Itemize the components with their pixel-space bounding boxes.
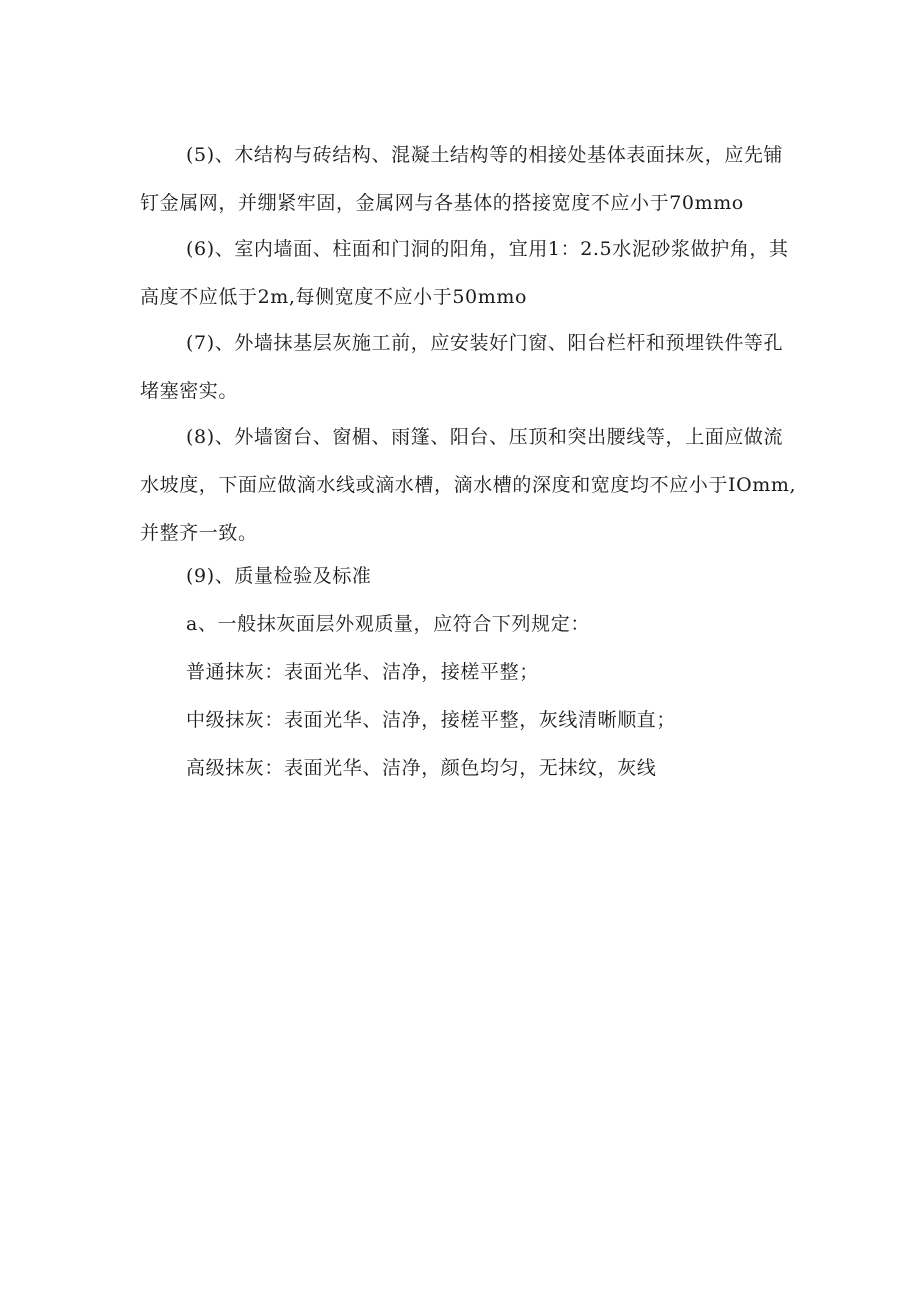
item-a: a、一般抹灰面层外观质量，应符合下列规定：	[186, 613, 590, 635]
standard-ordinary: 普通抹灰：表面光华、洁净，接槎平整；	[186, 661, 539, 683]
paragraph-6	[140, 225, 808, 321]
paragraph-5	[140, 131, 808, 227]
paragraph-5-line-1: (5)、木结构与砖结构、混凝土结构等的相接处基体表面抹灰，应先铺	[186, 144, 784, 166]
paragraph-7-line-1: (7)、外墙抹基层灰施工前，应安装好门窗、阳台栏杆和预埋铁件等孔	[186, 332, 784, 354]
paragraph-7-line-2: 堵塞密实。	[140, 380, 239, 402]
paragraph-8-line-2: 水坡度，下面应做滴水线或滴水槽，滴水槽的深度和宽度均不应小于IOmm,	[140, 474, 797, 496]
paragraph-8-line-1: (8)、外墙窗台、窗楣、雨篷、阳台、压顶和突出腰线等，上面应做流	[186, 426, 784, 448]
paragraph-5-line-2: 钉金属网，并绷紧牢固，金属网与各基体的搭接宽度不应小于70mmo	[140, 192, 744, 214]
section-9	[140, 552, 808, 792]
paragraph-6-line-2: 高度不应低于2m,每侧宽度不应小于50mmo	[140, 286, 527, 308]
paragraph-6-line-1: (6)、室内墙面、柱面和门洞的阳角，宜用1：2.5水泥砂浆做护角，其	[186, 238, 789, 260]
paragraph-8-line-3: 并整齐一致。	[140, 522, 258, 544]
standard-advanced: 高级抹灰：表面光华、洁净，颜色均匀，无抹纹，灰线	[186, 757, 657, 779]
section-9-heading: (9)、质量检验及标准	[186, 565, 372, 587]
standard-intermediate: 中级抹灰：表面光华、洁净，接槎平整，灰线清晰顺直；	[186, 709, 677, 731]
paragraph-7	[140, 319, 808, 415]
paragraph-8	[140, 413, 808, 557]
